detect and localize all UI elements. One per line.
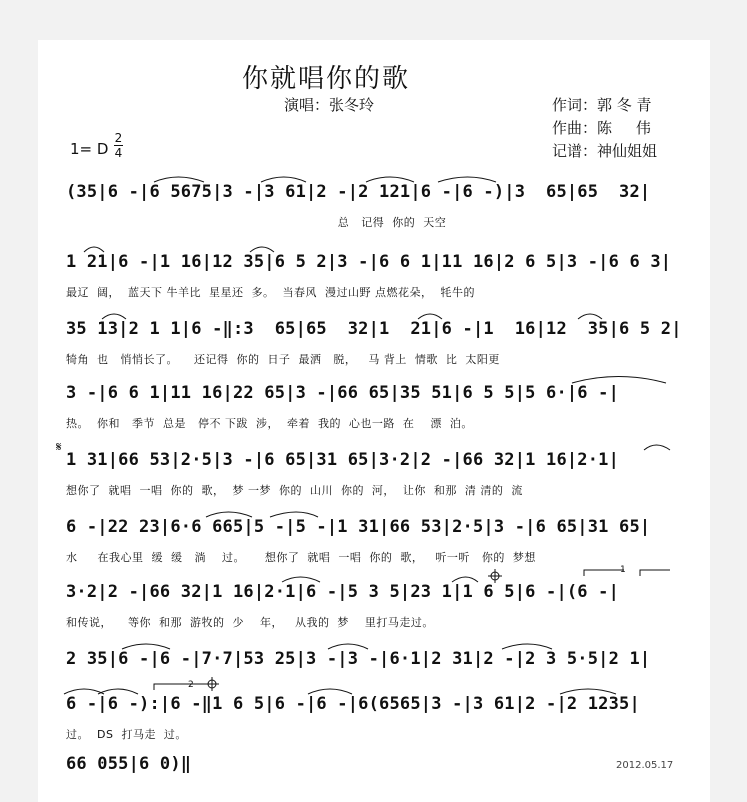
lyrics-line: 热。 你和 季节 总是 停不 下跋 涉， 牵着 我的 心也一路 在 漂 泊。 bbox=[66, 417, 473, 430]
volta-label: 2 bbox=[188, 680, 194, 690]
notation-line: (35|6 -|6 5675|3 -|3 61|2 -|2 121|6 -|6 -)|3 65|65 32| bbox=[66, 182, 651, 202]
notation-line: 6 -|6 -):|6 -‖1 6 5|6 -|6 -|6(6565|3 -|3 61|2 -|2 1235| bbox=[66, 694, 640, 714]
credits-block bbox=[552, 94, 657, 163]
score-sheet bbox=[38, 40, 710, 802]
lyrics-line: 最辽 阔， 蓝天下 牛羊比 星星还 多。 当春风 漫过山野 点燃花朵， 牦牛的 bbox=[66, 286, 475, 299]
transcriber-credit: 记谱：神仙姐姐 bbox=[552, 142, 658, 160]
volta-bracket bbox=[154, 684, 216, 690]
lyrics-line: 犄角 也 悄悄长了。 还记得 你的 日子 最洒 脱， 马 背上 情歌 比 太阳更 bbox=[66, 353, 500, 366]
lyrics-line: 总 记得 你的 天空 bbox=[66, 216, 447, 229]
notation-line: 1 21|6 -|1 16|12 35|6 5 2|3 -|6 6 1|11 16|2 6 5|3 -|6 6 3| bbox=[66, 252, 672, 272]
notation-line: 35 13|2 1 1|6 -‖:3 65|65 32|1 21|6 -|1 16|12 35|6 5 2| bbox=[66, 319, 682, 339]
notation-line: 6 -|22 23|6·6 665|5 -|5 -|1 31|66 53|2·5|3 -|6 65|31 65| bbox=[66, 517, 651, 537]
composer-credit: 作曲：陈 伟 bbox=[552, 119, 651, 137]
segno-sign: 𝄋 bbox=[56, 440, 62, 455]
notation-line: 2 35|6 -|6 -|7·7|53 25|3 -|3 -|6·1|2 31|2 -|2 3 5·5|2 1| bbox=[66, 649, 651, 669]
singer-credit: 演唱：张冬玲 bbox=[284, 96, 375, 114]
page-title: 你就唱你的歌 bbox=[242, 64, 411, 94]
coda-sign bbox=[208, 680, 216, 688]
time-signature-top: 2 bbox=[114, 131, 123, 145]
lyricist-credit: 作词：郭 冬 青 bbox=[552, 96, 652, 114]
time-signature bbox=[114, 132, 123, 159]
lyrics-line: 过。 DS 打马走 过。 bbox=[66, 728, 187, 741]
volta-bracket bbox=[640, 570, 670, 576]
notation-line: 3 -|6 6 1|11 16|22 65|3 -|66 65|35 51|6 5 5|5 6·|6 -| bbox=[66, 383, 620, 403]
time-signature-bottom: 4 bbox=[114, 146, 123, 160]
key-signature: 1= D bbox=[70, 140, 109, 158]
lyrics-line: 水 在我心里 缓 缓 淌 过。 想你了 就唱 一唱 你的 歌， 听一听 你的 梦想 bbox=[66, 551, 536, 564]
volta-bracket bbox=[584, 570, 624, 576]
volta-label: 1 bbox=[620, 565, 626, 575]
coda-sign bbox=[491, 572, 499, 580]
notation-line: 66 055|6 0)‖ bbox=[66, 754, 192, 774]
lyrics-line: 想你了 就唱 一唱 你的 歌， 梦 一梦 你的 山川 你的 河， 让你 和那 清 清的 流 bbox=[66, 484, 523, 497]
notation-line: 3·2|2 -|66 32|1 16|2·1|6 -|5 3 5|23 1|1 6 5|6 -|(6 -| bbox=[66, 582, 620, 602]
lyrics-line: 和传说， 等你 和那 游牧的 少 年， 从我的 梦 里打马走过。 bbox=[66, 616, 434, 629]
transcription-date: 2012.05.17 bbox=[616, 760, 674, 771]
notation-line: 1 31|66 53|2·5|3 -|6 65|31 65|3·2|2 -|66 32|1 16|2·1| bbox=[66, 450, 620, 470]
slur bbox=[644, 445, 670, 450]
